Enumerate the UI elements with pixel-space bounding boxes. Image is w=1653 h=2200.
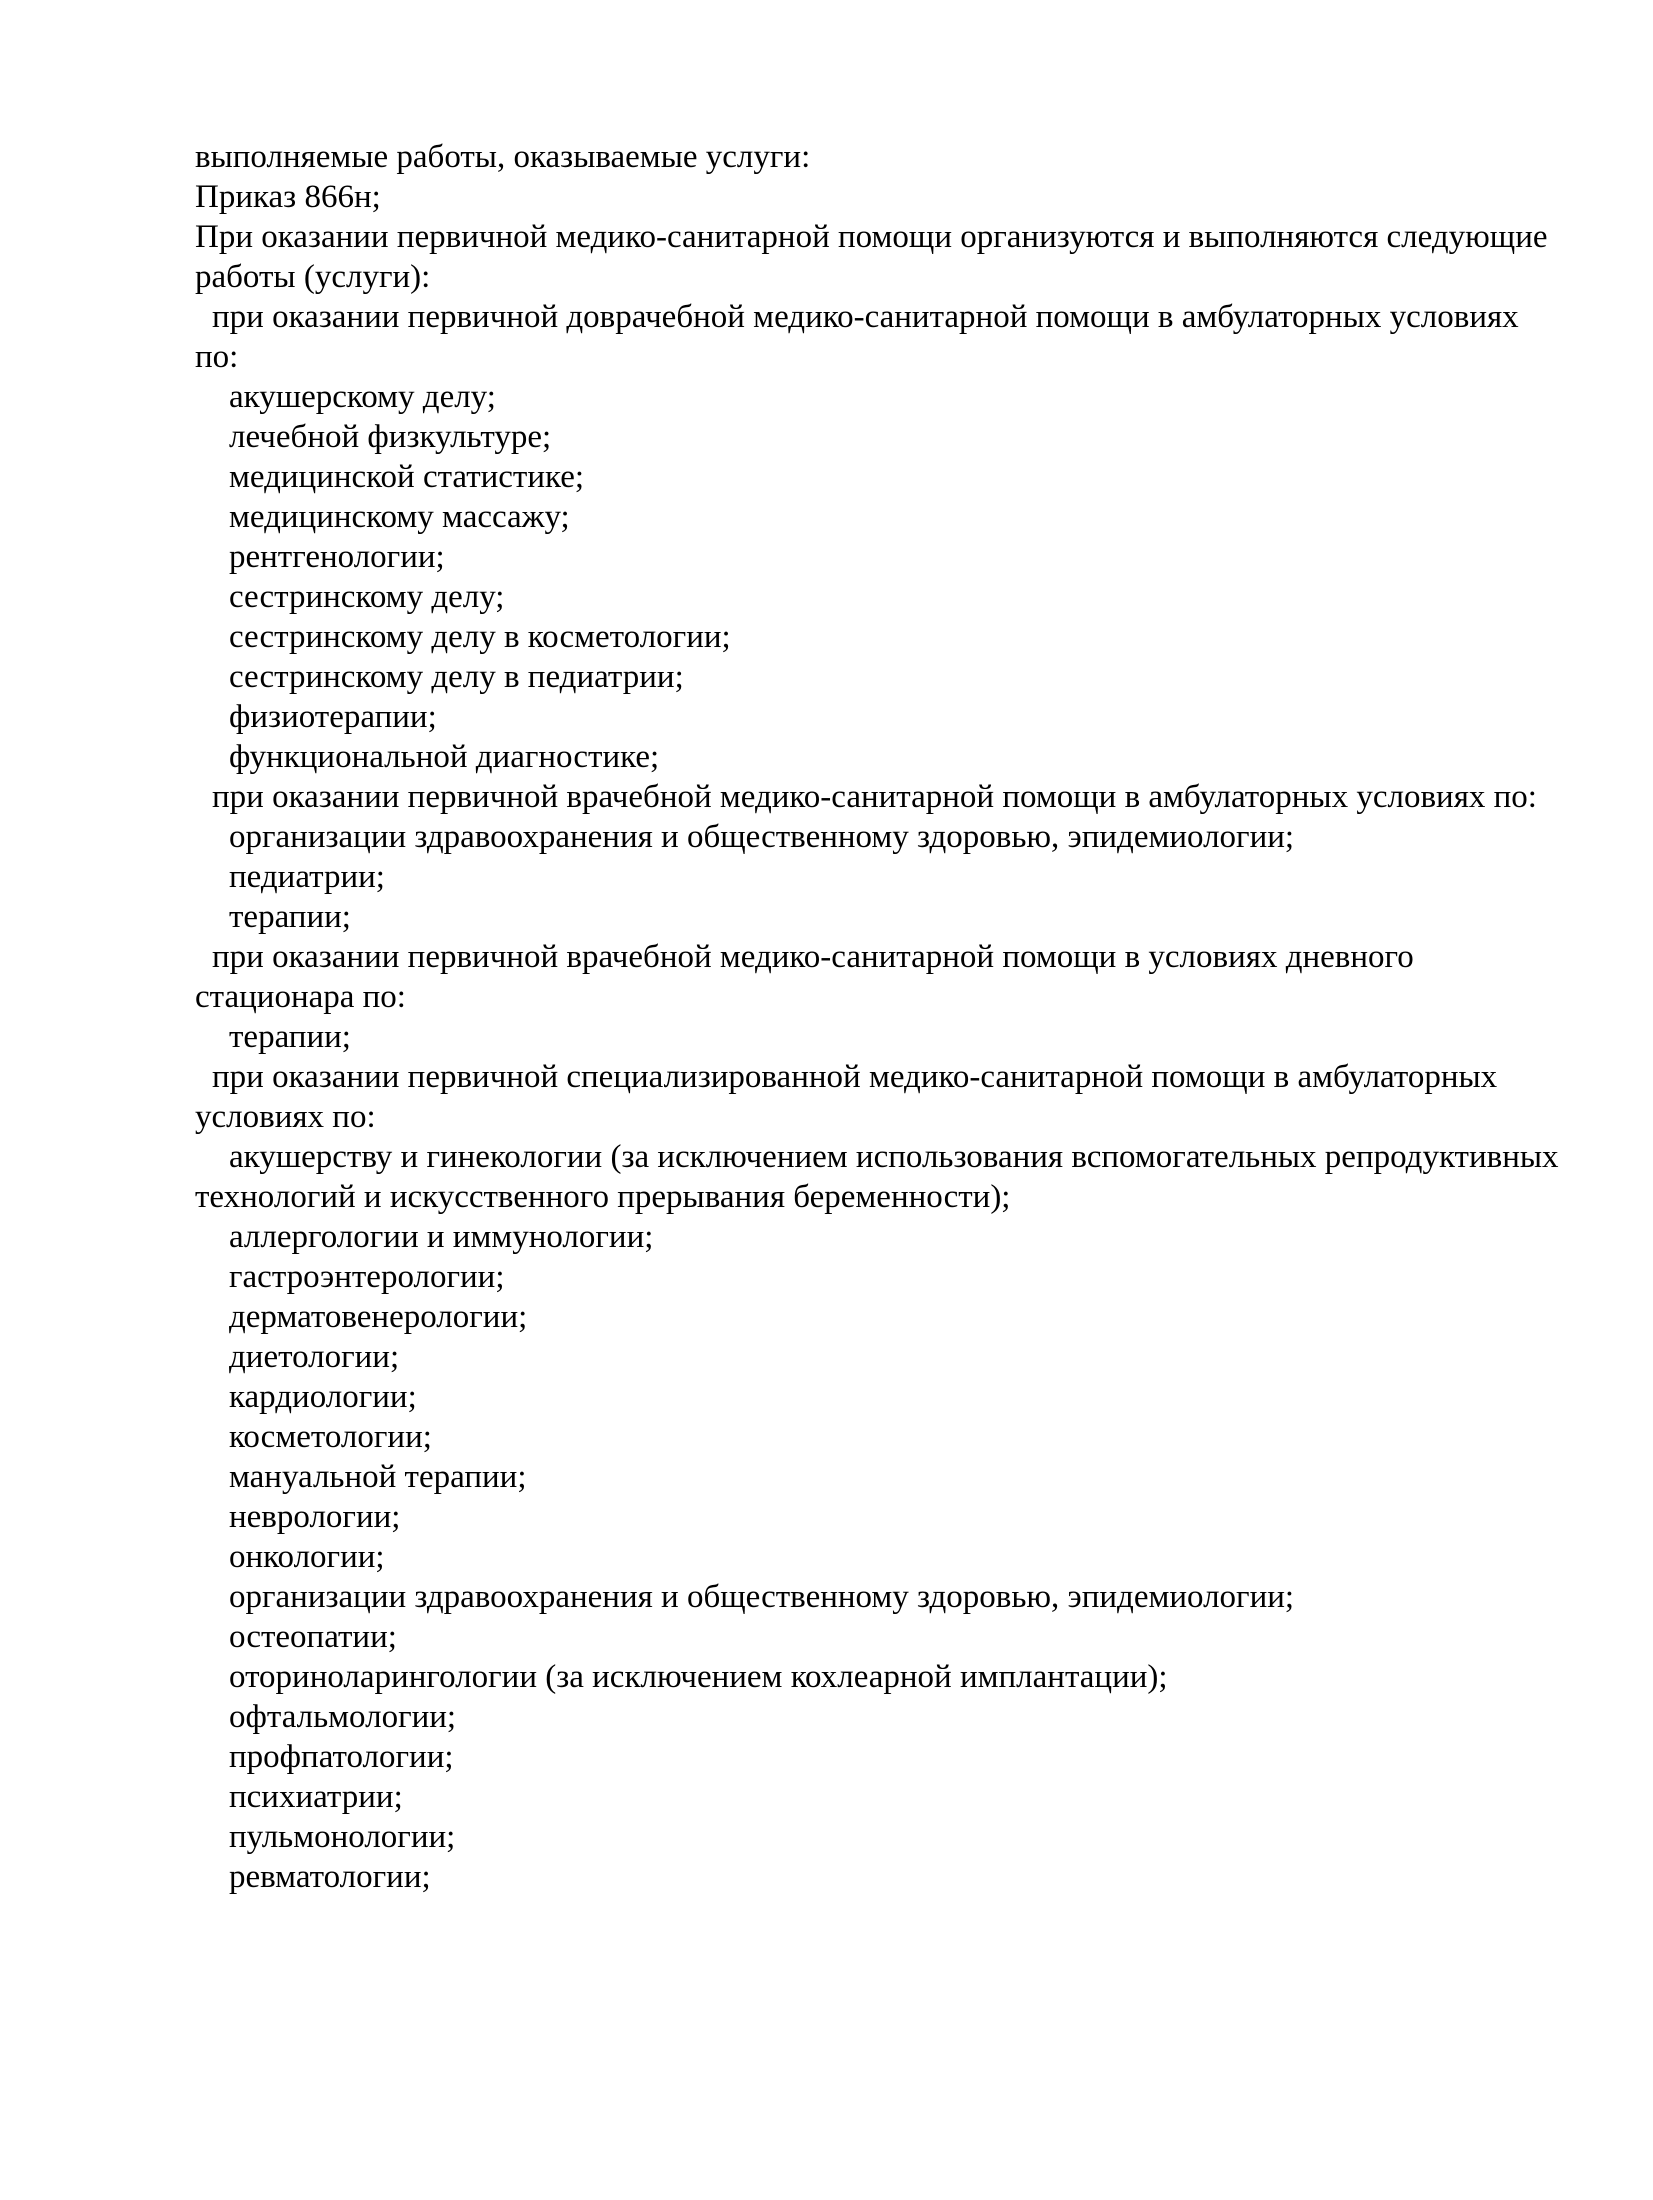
text-line: условиях по: — [195, 1099, 376, 1135]
text-line: оториноларингологии (за исключением кохлеарной имплантации); — [229, 1659, 1168, 1695]
text-line: кардиологии; — [229, 1379, 417, 1415]
text-line: терапии; — [229, 1019, 351, 1055]
text-line: сестринскому делу в косметологии; — [229, 619, 731, 655]
text-line: стационара по: — [195, 979, 406, 1015]
text-line: неврологии; — [229, 1499, 401, 1535]
text-line: лечебной физкультуре; — [229, 419, 552, 455]
text-line: дерматовенерологии; — [229, 1299, 528, 1335]
document-text — [195, 137, 1559, 1897]
text-line: при оказании первичной врачебной медико-санитарной помощи в амбулаторных условиях по: — [212, 779, 1537, 815]
text-line: рентгенологии; — [229, 539, 445, 575]
text-line: педиатрии; — [229, 859, 385, 895]
text-line: организации здравоохранения и общественному здоровью, эпидемиологии; — [229, 819, 1295, 855]
text-line: выполняемые работы, оказываемые услуги: — [195, 139, 811, 175]
text-line: функциональной диагностике; — [229, 739, 660, 775]
text-line: аллергологии и иммунологии; — [229, 1219, 654, 1255]
text-line: при оказании первичной доврачебной медико-санитарной помощи в амбулаторных условиях — [212, 299, 1519, 335]
text-line: терапии; — [229, 899, 351, 935]
text-line: мануальной терапии; — [229, 1459, 527, 1495]
text-line: офтальмологии; — [229, 1699, 457, 1735]
text-line: сестринскому делу в педиатрии; — [229, 659, 684, 695]
text-line: при оказании первичной специализированной медико-санитарной помощи в амбулаторных — [212, 1059, 1498, 1095]
text-line: онкологии; — [229, 1539, 385, 1575]
text-line: косметологии; — [229, 1419, 432, 1455]
text-line: акушерству и гинекологии (за исключением использования вспомогательных репродуктивных — [229, 1139, 1559, 1175]
text-line: акушерскому делу; — [229, 379, 496, 415]
text-line: при оказании первичной врачебной медико-санитарной помощи в условиях дневного — [212, 939, 1414, 975]
text-line: работы (услуги): — [195, 259, 431, 295]
text-line: гастроэнтерологии; — [229, 1259, 505, 1295]
text-line: организации здравоохранения и общественному здоровью, эпидемиологии; — [229, 1579, 1295, 1615]
text-line: При оказании первичной медико-санитарной помощи организуются и выполняются следующие — [195, 219, 1548, 255]
text-line: физиотерапии; — [229, 699, 437, 735]
text-line: профпатологии; — [229, 1739, 454, 1775]
text-line: Приказ 866н; — [195, 179, 381, 215]
text-line: медицинскому массажу; — [229, 499, 570, 535]
text-line: сестринскому делу; — [229, 579, 505, 615]
text-line: технологий и искусственного прерывания беременности); — [195, 1179, 1011, 1215]
text-line: диетологии; — [229, 1339, 400, 1375]
text-line: по: — [195, 339, 239, 375]
text-line: ревматологии; — [229, 1859, 431, 1895]
text-line: остеопатии; — [229, 1619, 397, 1655]
text-line: пульмонологии; — [229, 1819, 456, 1855]
text-line: психиатрии; — [229, 1779, 403, 1815]
text-line: медицинской статистике; — [229, 459, 585, 495]
